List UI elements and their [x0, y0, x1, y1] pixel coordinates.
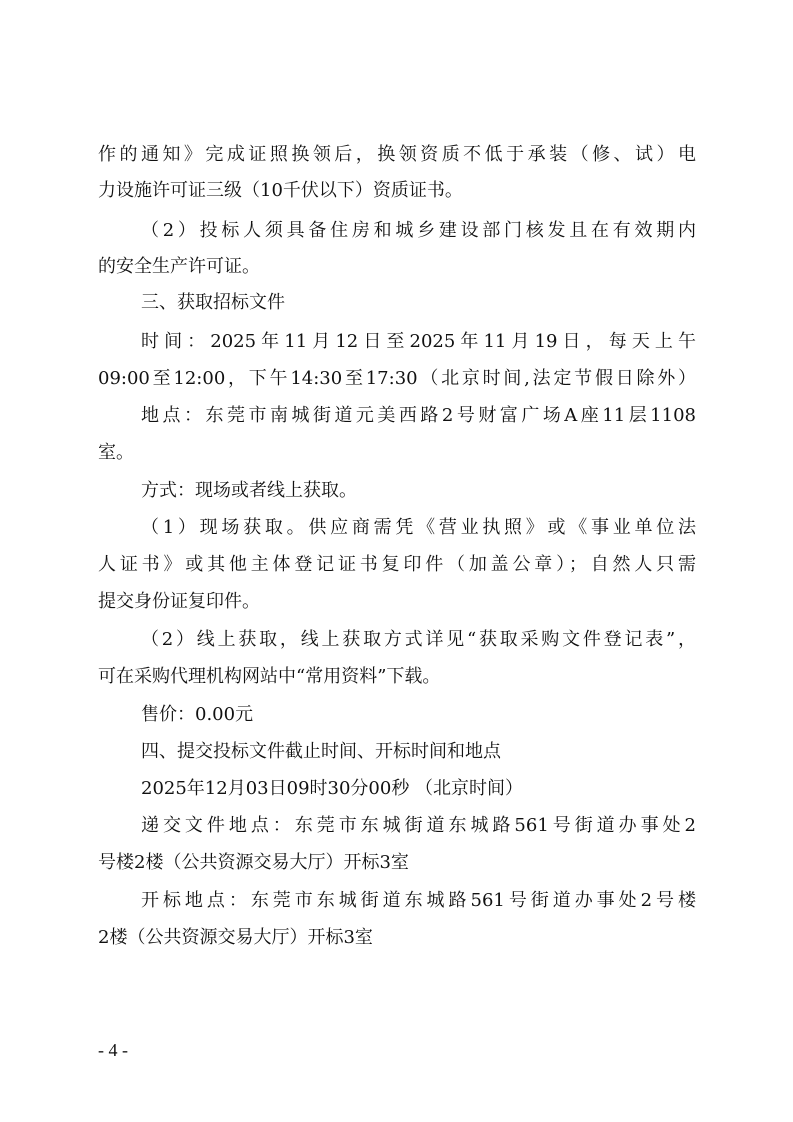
text-line: 地点：东莞市南城街道元美西路2号财富广场A座11层1108: [141, 405, 696, 426]
text-line: 2楼（公共资源交易大厅）开标3室: [98, 927, 373, 948]
text-line: 力设施许可证三级（10千伏以下）资质证书。: [98, 180, 463, 201]
text-line: 售价：0.00元: [141, 704, 254, 725]
text-line: （1）现场获取。供应商需凭《营业执照》或《事业单位法: [141, 517, 696, 538]
text-line: 方式：现场或者线上获取。: [141, 480, 357, 501]
text-line: （2）投标人须具备住房和城乡建设部门核发且在有效期内: [141, 220, 696, 241]
text-line: 的安全生产许可证。: [98, 256, 260, 277]
section-heading: 四、提交投标文件截止时间、开标时间和地点: [141, 741, 501, 762]
section-heading: 三、获取招标文件: [141, 292, 285, 313]
text-line: 人证书》或其他主体登记证书复印件（加盖公章）；自然人只需: [98, 554, 696, 575]
text-line: 开标地点：东莞市东城街道东城路561号街道办事处2号楼: [141, 890, 696, 911]
text-line: （2）线上获取，线上获取方式详见“获取采购文件登记表”，: [141, 629, 696, 650]
text-line: 号楼2楼（公共资源交易大厅）开标3室: [98, 852, 409, 873]
text-line: 室。: [98, 442, 134, 463]
text-line: 时间：2025年11月12日至2025年11月19日，每天上午: [141, 331, 696, 352]
text-line: 作的通知》完成证照换领后，换领资质不低于承装（修、试）电: [98, 144, 696, 165]
text-line: 可在采购代理机构网站中“常用资料”下载。: [98, 666, 441, 687]
text-line: 09:00至12:00，下午14:30至17:30（北京时间,法定节假日除外）: [98, 368, 696, 389]
text-line: 递交文件地点：东莞市东城街道东城路561号街道办事处2: [141, 815, 696, 836]
text-line: 提交身份证复印件。: [98, 591, 260, 612]
page-number: - 4 -: [98, 1040, 128, 1060]
text-line: 2025年12月03日09时30分00秒 （北京时间）: [141, 778, 524, 799]
